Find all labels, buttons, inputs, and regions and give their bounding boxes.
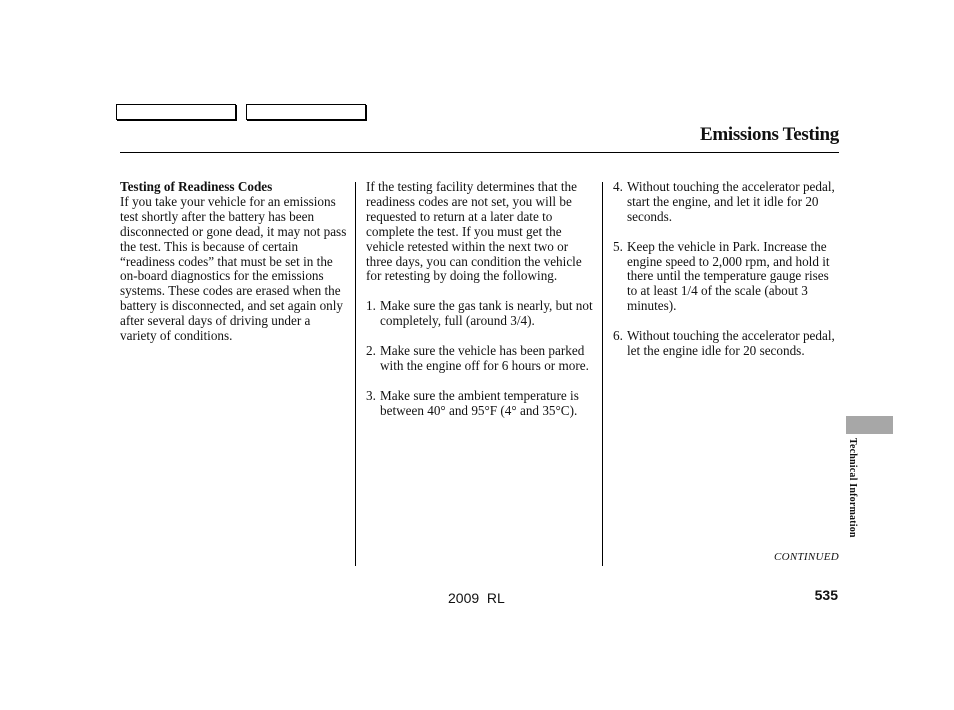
section-body: If you take your vehicle for an emissions test shortly after the battery has been disconnected or gone dead, it may not pass the test. This is because of certain “readiness codes” that must be set in the on-board diagnostics for the emissions systems. These codes are erased when the battery is disconnected, and set again only after several days of driving under a variety of conditions. [120,193,347,344]
step-text: Without touching the accelerator pedal, start the engine, and let it idle for 20 seconds. [627,179,835,224]
column-1 [120,180,348,359]
section-heading: Testing of Readiness Codes [120,179,273,194]
step-item [366,389,596,419]
column-divider [355,182,356,566]
step-number: 1. [366,298,376,314]
page-number: 535 [814,587,838,603]
continued-label: CONTINUED [773,551,839,563]
step-text: Make sure the gas tank is nearly, but not completely, full (around 3/4). [380,298,593,329]
step-text: Make sure the vehicle has been parked with the engine off for 6 hours or more. [380,342,589,373]
step-item [613,329,841,359]
nav-box-previous[interactable] [116,104,236,120]
title-rule [120,152,839,153]
step-text: Make sure the ambient temperature is between 40° and 95°F (4° and 35°C). [380,387,579,418]
column-3 [613,180,841,374]
step-number: 3. [366,387,376,403]
nav-box-index[interactable] [246,104,366,120]
step-number: 6. [613,328,623,344]
section-tab[interactable] [846,416,893,434]
page-title: Emissions Testing [699,124,839,145]
column-2 [366,180,596,433]
step-item [366,344,596,374]
step-text: Keep the vehicle in Park. Increase the engine speed to 2,000 rpm, and hold it there until the temperature gauge rises to at least 1/4 of the scale (about 3 minutes). [627,238,830,314]
step-number: 5. [613,238,623,254]
step-number: 4. [613,179,623,194]
column-divider [602,182,603,566]
step-item [613,240,841,315]
section-tab-label: Technical Information [847,438,858,538]
step-item [366,299,596,329]
step-text: Without touching the accelerator pedal, let the engine idle for 20 seconds. [627,328,835,358]
step-item [613,180,841,225]
step-number: 2. [366,342,376,358]
intro-paragraph: If the testing facility determines that the readiness codes are not set, you will be requested to return at a later date to complete the test. If you must get the vehicle retested within the next two or three days, you can condition the vehicle for retesting by doing the following. [366,179,582,284]
model-label: 2009 RL [448,590,505,606]
